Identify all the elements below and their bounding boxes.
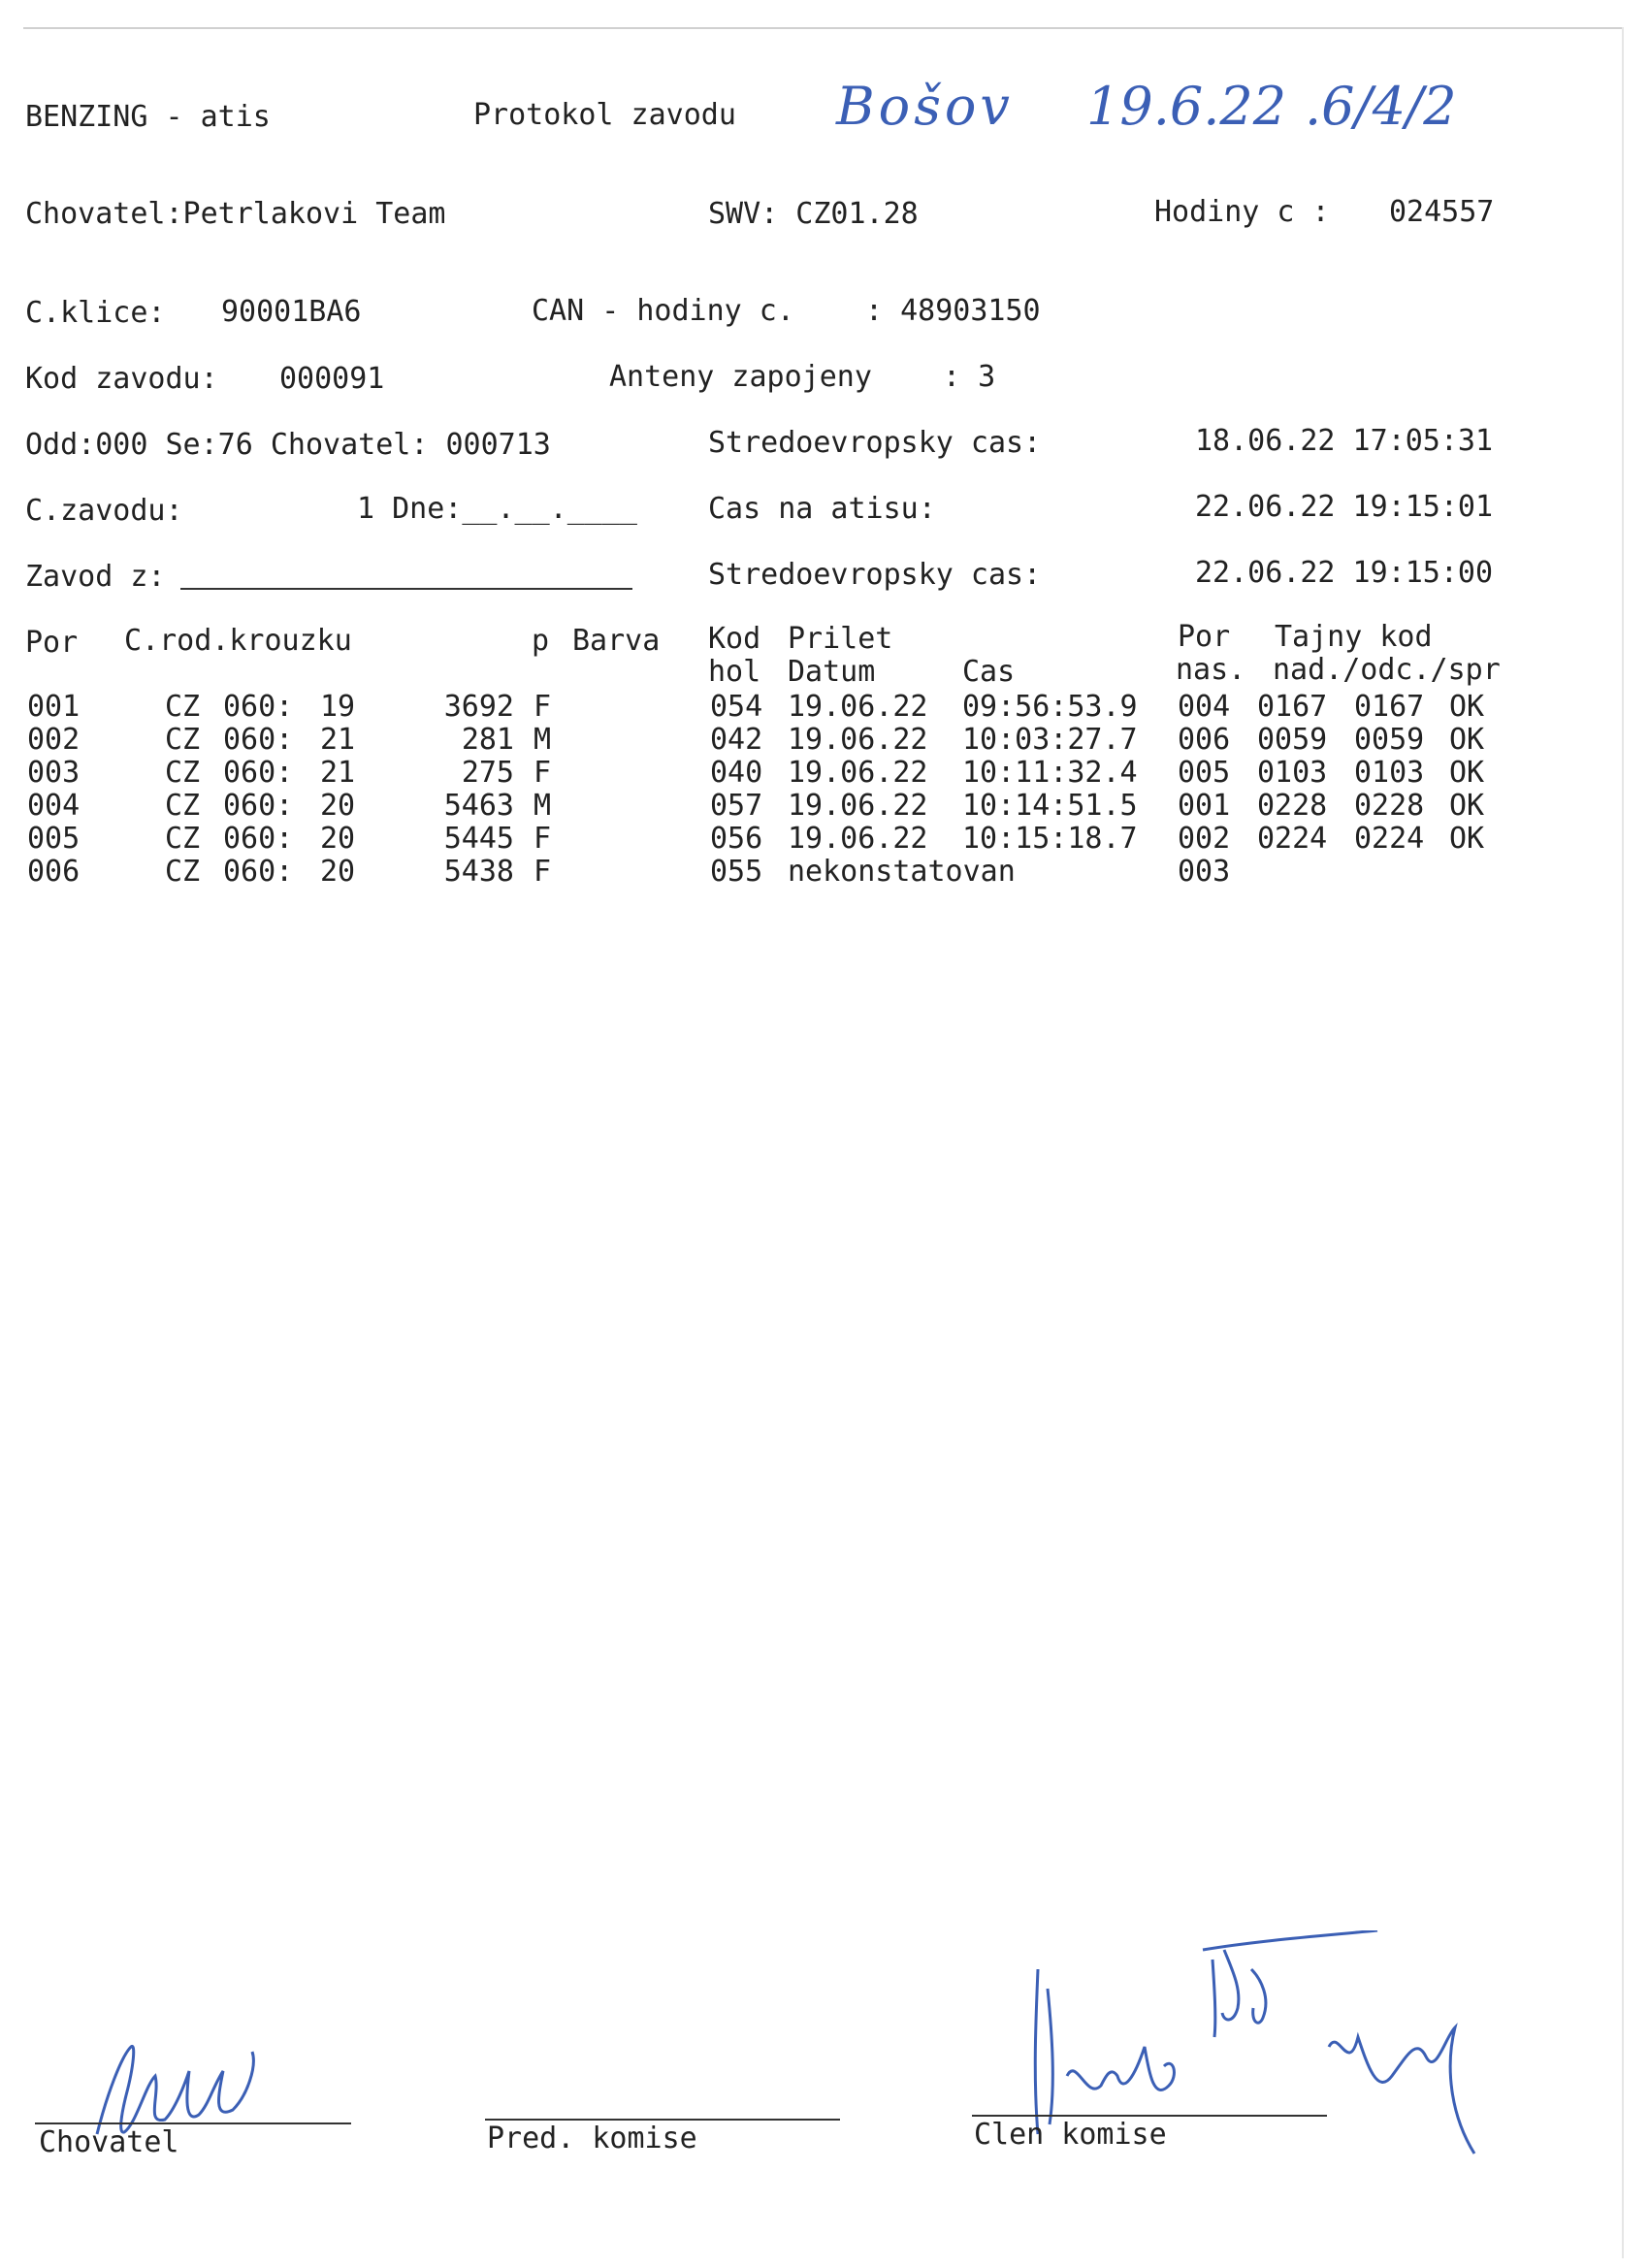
cell-ring: 5438 — [443, 855, 514, 889]
clock-label: Hodiny c : — [1154, 195, 1330, 229]
col-header-ring: C.rod.krouzku — [124, 624, 352, 658]
cell-secret-spr: OK — [1449, 723, 1485, 757]
col-header-time: Cas — [962, 655, 1016, 689]
cell-club: 060: — [223, 789, 294, 823]
cell-time: 10:14:51.5 — [962, 789, 1138, 823]
cell-order: 002 — [1178, 822, 1231, 856]
cell-sex: M — [534, 789, 552, 823]
clock-value: 024557 — [1389, 195, 1495, 229]
breeder-signature-label: Chovatel — [39, 2125, 179, 2159]
can-value: : 48903150 — [865, 294, 1041, 328]
chair-signature-line — [485, 2119, 840, 2121]
cell-code: 040 — [710, 756, 763, 790]
cell-sex: M — [534, 723, 552, 757]
cell-club: 060: — [223, 855, 294, 889]
cell-sex: F — [534, 822, 552, 856]
cell-ring: 5445 — [443, 822, 514, 856]
cell-secret-spr: OK — [1449, 690, 1485, 724]
col-header-code: Kod — [708, 622, 761, 656]
cell-secret-odc: 0224 — [1354, 822, 1425, 856]
can-label: CAN - hodiny c. — [532, 294, 794, 328]
col-header-hol: hol — [708, 655, 761, 689]
col-header-sex: p — [532, 624, 550, 658]
cell-country: CZ — [165, 690, 201, 724]
cell-secret-nad: 0059 — [1257, 723, 1328, 757]
table-row — [0, 856, 1649, 889]
cell-ring: 5463 — [443, 789, 514, 823]
cell-por: 005 — [27, 822, 81, 856]
antennas-label: Anteny zapojeny — [609, 360, 872, 394]
cell-sex: F — [534, 855, 552, 889]
cell-club: 060: — [223, 723, 294, 757]
cell-date: 19.06.22 — [788, 690, 928, 724]
cell-ring: 3692 — [443, 690, 514, 724]
cell-secret-odc: 0228 — [1354, 789, 1425, 823]
scan-edge-top — [23, 27, 1622, 29]
cell-time: 10:11:32.4 — [962, 756, 1138, 790]
cell-time: 09:56:53.9 — [962, 690, 1138, 724]
cell-secret-spr: OK — [1449, 756, 1485, 790]
cell-date: 19.06.22 — [788, 756, 928, 790]
col-header-nas: nas. — [1176, 653, 1246, 687]
chair-signature-label: Pred. komise — [487, 2122, 697, 2155]
cell-por: 003 — [27, 756, 81, 790]
cell-secret-nad: 0167 — [1257, 690, 1328, 724]
cet-time-label-1: Stredoevropsky cas: — [708, 426, 1042, 460]
cell-order: 006 — [1178, 723, 1231, 757]
cet-time-value-2: 22.06.22 19:15:00 — [1195, 556, 1494, 590]
race-number-label: C.zavodu: — [25, 494, 183, 528]
cell-year: 20 — [320, 789, 356, 823]
cell-secret-odc: 0167 — [1354, 690, 1425, 724]
cell-year: 20 — [320, 822, 356, 856]
cell-code: 055 — [710, 855, 763, 889]
table-row — [0, 757, 1649, 790]
col-header-arrival: Prilet — [788, 622, 893, 656]
cell-country: CZ — [165, 822, 201, 856]
cell-secret-nad: 0228 — [1257, 789, 1328, 823]
cell-country: CZ — [165, 855, 201, 889]
cell-por: 001 — [27, 690, 81, 724]
cell-country: CZ — [165, 723, 201, 757]
cell-por: 004 — [27, 789, 81, 823]
cell-country: CZ — [165, 789, 201, 823]
cell-club: 060: — [223, 756, 294, 790]
system-name: BENZING - atis — [25, 100, 271, 134]
cell-club: 060: — [223, 690, 294, 724]
cell-order: 003 — [1178, 855, 1231, 889]
cell-code: 054 — [710, 690, 763, 724]
race-from-label: Zavod z: — [25, 560, 166, 594]
col-header-order: Por — [1178, 620, 1231, 654]
cell-secret-spr: OK — [1449, 789, 1485, 823]
swv-version: SWV: CZ01.28 — [708, 197, 919, 231]
cell-date: 19.06.22 — [788, 723, 928, 757]
cell-year: 21 — [320, 756, 356, 790]
col-header-color: Barva — [572, 624, 661, 658]
cell-code: 042 — [710, 723, 763, 757]
table-row — [0, 790, 1649, 823]
scan-edge-right — [1622, 27, 1624, 2258]
key-label: C.klice: — [25, 296, 166, 330]
cell-sex: F — [534, 756, 552, 790]
cell-order: 004 — [1178, 690, 1231, 724]
atis-time-value: 22.06.22 19:15:01 — [1195, 490, 1494, 524]
cell-code: 057 — [710, 789, 763, 823]
antennas-value: : 3 — [943, 360, 996, 394]
table-row — [0, 691, 1649, 724]
col-header-por: Por — [25, 626, 79, 660]
cell-secret-nad: 0224 — [1257, 822, 1328, 856]
cell-date: 19.06.22 — [788, 822, 928, 856]
member-signature-line — [972, 2115, 1327, 2117]
cell-year: 20 — [320, 855, 356, 889]
key-value: 90001BA6 — [221, 295, 362, 329]
handwritten-date: 19.6.22 — [1086, 76, 1287, 137]
table-row — [0, 823, 1649, 856]
cell-date: 19.06.22 — [788, 789, 928, 823]
cell-time: 10:15:18.7 — [962, 822, 1138, 856]
race-number-value: 1 Dne:__.__.____ — [357, 492, 637, 526]
cet-time-label-2: Stredoevropsky cas: — [708, 558, 1042, 592]
cell-secret-spr: OK — [1449, 822, 1485, 856]
col-header-secret-parts: nad./odc./spr — [1273, 653, 1501, 687]
race-code-value: 000091 — [279, 362, 385, 396]
col-header-date: Datum — [788, 655, 876, 689]
cell-club: 060: — [223, 822, 294, 856]
cell-year: 21 — [320, 723, 356, 757]
cet-time-value-1: 18.06.22 17:05:31 — [1195, 424, 1494, 458]
protocol-title: Protokol zavodu — [473, 98, 736, 132]
cell-por: 002 — [27, 723, 81, 757]
breeder-signature-line — [35, 2122, 351, 2124]
breeder-name: Chovatel:Petrlakovi Team — [25, 197, 446, 231]
cell-year: 19 — [320, 690, 356, 724]
table-row — [0, 724, 1649, 757]
member-signature-label: Clen komise — [974, 2118, 1167, 2152]
atis-time-label: Cas na atisu: — [708, 492, 936, 526]
cell-ring: 275 — [461, 756, 514, 790]
cell-country: CZ — [165, 756, 201, 790]
col-header-secret: Tajny kod — [1275, 620, 1433, 654]
cell-order: 005 — [1178, 756, 1231, 790]
cell-por: 006 — [27, 855, 81, 889]
handwritten-code: .6/4/2 — [1305, 76, 1457, 137]
handwritten-place: Bošov — [836, 76, 1014, 137]
cell-secret-nad: 0103 — [1257, 756, 1328, 790]
cell-sex: F — [534, 690, 552, 724]
cell-time: 10:03:27.7 — [962, 723, 1138, 757]
cell-secret-odc: 0059 — [1354, 723, 1425, 757]
cell-ring: 281 — [461, 723, 514, 757]
cell-secret-odc: 0103 — [1354, 756, 1425, 790]
section-info: Odd:000 Se:76 Chovatel: 000713 — [25, 428, 551, 462]
race-code-label: Kod zavodu: — [25, 362, 218, 396]
race-from-underline — [180, 588, 632, 590]
cell-date: nekonstatovan — [788, 855, 1016, 889]
cell-order: 001 — [1178, 789, 1231, 823]
cell-code: 056 — [710, 822, 763, 856]
